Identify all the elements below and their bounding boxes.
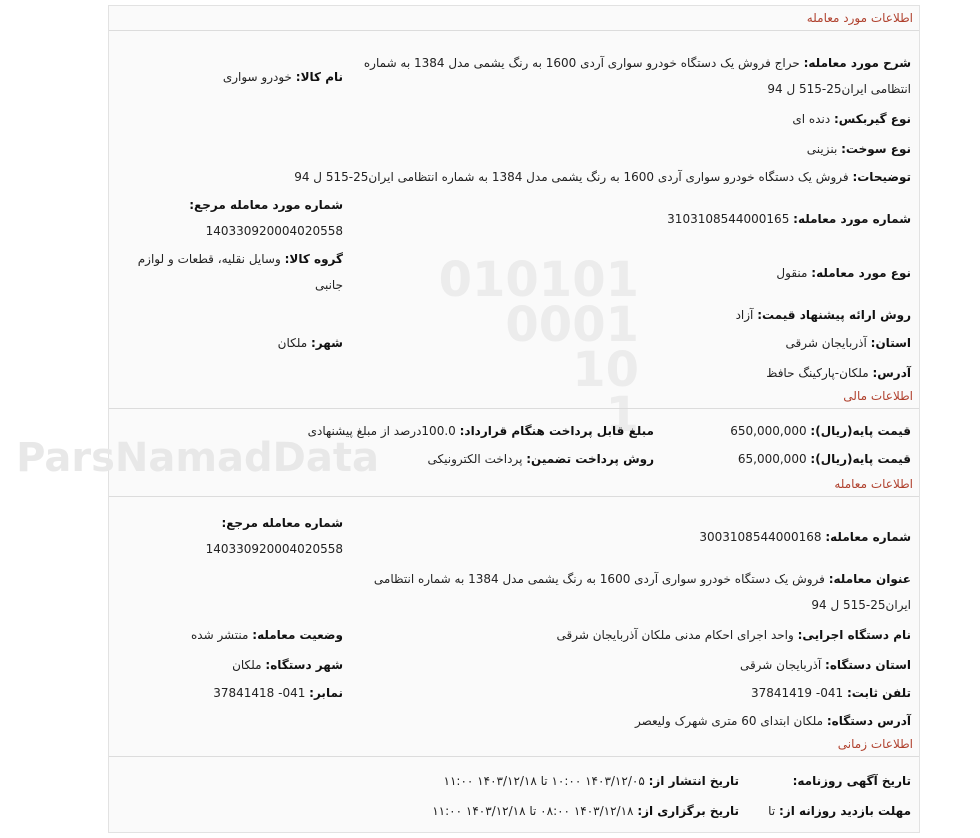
field-value: 041- 37841418 <box>213 686 306 700</box>
field-value: ملکان <box>277 336 308 350</box>
field-value: منقول <box>776 266 808 280</box>
field-label: قیمت پایه(ریال): <box>810 424 911 438</box>
fax <box>213 680 343 706</box>
fuel-type <box>807 136 911 162</box>
deal-description <box>351 50 911 102</box>
field-label: روش پرداخت تضمین: <box>526 452 654 466</box>
field-value: 65,000,000 <box>737 452 807 466</box>
field-label: روش ارائه پیشنهاد قیمت: <box>757 308 911 322</box>
field-value: پرداخت الکترونیکی <box>427 452 523 466</box>
org-city <box>232 652 343 678</box>
field-value: ۱۴۰۳/۱۲/۰۵ ۱۰:۰۰ تا ۱۴۰۳/۱۲/۱۸ ۱۱:۰۰ <box>443 774 645 788</box>
city <box>278 330 343 356</box>
ref-deal-number-value <box>206 218 343 244</box>
transaction-status <box>191 622 343 648</box>
field-value: تا <box>768 804 776 818</box>
field-label: تاریخ برگزاری از: <box>637 804 739 818</box>
field-value: بنزینی <box>806 142 838 156</box>
field-label: شماره معامله: <box>825 530 911 544</box>
field-value: ملکان <box>232 658 262 672</box>
org-province <box>740 652 911 678</box>
field-label: نام کالا: <box>295 70 343 84</box>
phone <box>751 680 911 706</box>
field-label: نام دستگاه اجرایی: <box>797 628 911 642</box>
field-label: شرح مورد معامله: <box>803 56 911 70</box>
section-header-transaction <box>109 472 919 497</box>
field-label: شهر: <box>311 336 343 350</box>
field-value: خودرو سواری <box>222 70 292 84</box>
field-label: وضعیت معامله: <box>252 628 343 642</box>
payable-amount <box>308 418 654 444</box>
svg-text:10: 10 <box>572 342 639 398</box>
field-value: 3103108544000165 <box>667 212 790 226</box>
publish-date <box>444 768 739 794</box>
svg-text:ParsNamadData: ParsNamadData <box>16 435 379 481</box>
deal-notes <box>294 164 911 190</box>
ref-deal-number <box>189 192 343 218</box>
field-label: آدرس: <box>872 366 911 380</box>
address <box>766 360 911 386</box>
field-value: 14033092000402055‌8 <box>205 542 343 556</box>
ref-transaction-number-value <box>206 536 343 562</box>
field-value: فروش یک دستگاه خودرو سواری آردی 1600 به رنگ یشمی مدل 1384 به شماره انتظامی ایران25-515 ل 94 <box>294 170 849 184</box>
field-label: نوع سوخت: <box>841 142 911 156</box>
field-value: آذربایجان شرقی <box>785 336 867 350</box>
field-label: مهلت بازدید روزانه از: <box>779 804 911 818</box>
field-label: استان دستگاه: <box>825 658 911 672</box>
field-value: وسایل نقلیه، قطعات و لوازم جانبی <box>137 252 343 292</box>
base-price <box>730 418 911 444</box>
org-address <box>635 708 911 734</box>
field-value: 650,000,000 <box>730 424 807 438</box>
field-value: ملکان-پارکینگ حافظ <box>766 366 869 380</box>
province <box>786 330 911 356</box>
base-price-2 <box>738 446 911 472</box>
newspaper-date <box>793 768 911 794</box>
section-header-financial <box>109 384 919 409</box>
field-label: تاریخ انتشار از: <box>648 774 739 788</box>
field-value: 3003108544000168 <box>699 530 822 544</box>
field-label: مبلغ قابل پرداخت هنگام قرارداد: <box>459 424 654 438</box>
field-value: فروش یک دستگاه خودرو سواری آردی 1600 به رنگ یشمی مدل 1384 به شماره انتظامی ایران25-515 ل 94 <box>373 572 911 612</box>
field-value: منتشر شده <box>190 628 249 642</box>
field-value: آذربایجان شرقی <box>739 658 822 672</box>
field-label: نمابر: <box>309 686 343 700</box>
executor-name <box>556 622 911 648</box>
price-method <box>736 302 911 328</box>
field-label: نوع مورد معامله: <box>811 266 911 280</box>
daily-visit <box>768 798 911 824</box>
field-label: عنوان معامله: <box>828 572 911 586</box>
hold-date <box>432 798 739 824</box>
field-label: نوع گیربکس: <box>834 112 911 126</box>
field-value: ملکان ابتدای 60 متری شهرک ولیعصر <box>634 714 824 728</box>
section-title: اطلاعات معامله <box>834 477 913 491</box>
deal-type <box>776 260 911 286</box>
svg-text:1: 1 <box>605 387 639 443</box>
guarantee-method <box>428 446 654 472</box>
field-value: 14033092000402055‌8 <box>205 224 343 238</box>
field-value: 100.0درصد از مبلغ پیشنهادی <box>307 424 456 438</box>
section-header-timing <box>109 732 919 757</box>
field-value: آزاد <box>735 308 754 322</box>
transaction-number <box>699 524 911 550</box>
item-name <box>223 64 343 90</box>
section-title: اطلاعات زمانی <box>837 737 913 751</box>
field-value: دنده ای <box>792 112 831 126</box>
svg-text:0001: 0001 <box>505 297 639 353</box>
field-label: شماره معامله مرجع: <box>221 516 343 530</box>
field-value: 041- 37841419 <box>750 686 844 700</box>
deal-details-panel <box>16 5 920 833</box>
field-label: گروه کالا: <box>284 252 343 266</box>
field-label: آدرس دستگاه: <box>826 714 911 728</box>
ref-transaction-number <box>221 510 343 536</box>
field-label: استان: <box>870 336 911 350</box>
deal-number <box>667 206 911 232</box>
field-label: تاریخ آگهی روزنامه: <box>792 774 911 788</box>
field-value: ۱۴۰۳/۱۲/۱۸ ۰۸:۰۰ تا ۱۴۰۳/۱۲/۱۸ ۱۱:۰۰ <box>432 804 634 818</box>
field-label: قیمت پایه(ریال): <box>810 452 911 466</box>
svg-text:010101: 010101 <box>438 252 639 308</box>
field-label: شهر دستگاه: <box>265 658 343 672</box>
section-header-deal-info <box>109 6 919 31</box>
field-value: حراج فروش یک دستگاه خودرو سواری آردی 1600 به رنگ یشمی مدل 1384 به شماره انتظامی ایران25-515 ل 94 <box>363 56 911 96</box>
field-label: شماره مورد معامله مرجع: <box>189 198 343 212</box>
section-title: اطلاعات مورد معامله <box>806 11 913 25</box>
field-label: شماره مورد معامله: <box>793 212 911 226</box>
transaction-title <box>351 566 911 618</box>
field-label: تلفن ثابت: <box>846 686 911 700</box>
section-title: اطلاعات مالی <box>843 389 913 403</box>
field-label: توضیحات: <box>852 170 911 184</box>
item-group <box>113 246 343 298</box>
gearbox-type <box>792 106 911 132</box>
field-value: واحد اجرای احکام مدنی ملکان آذربایجان شرقی <box>556 628 794 642</box>
